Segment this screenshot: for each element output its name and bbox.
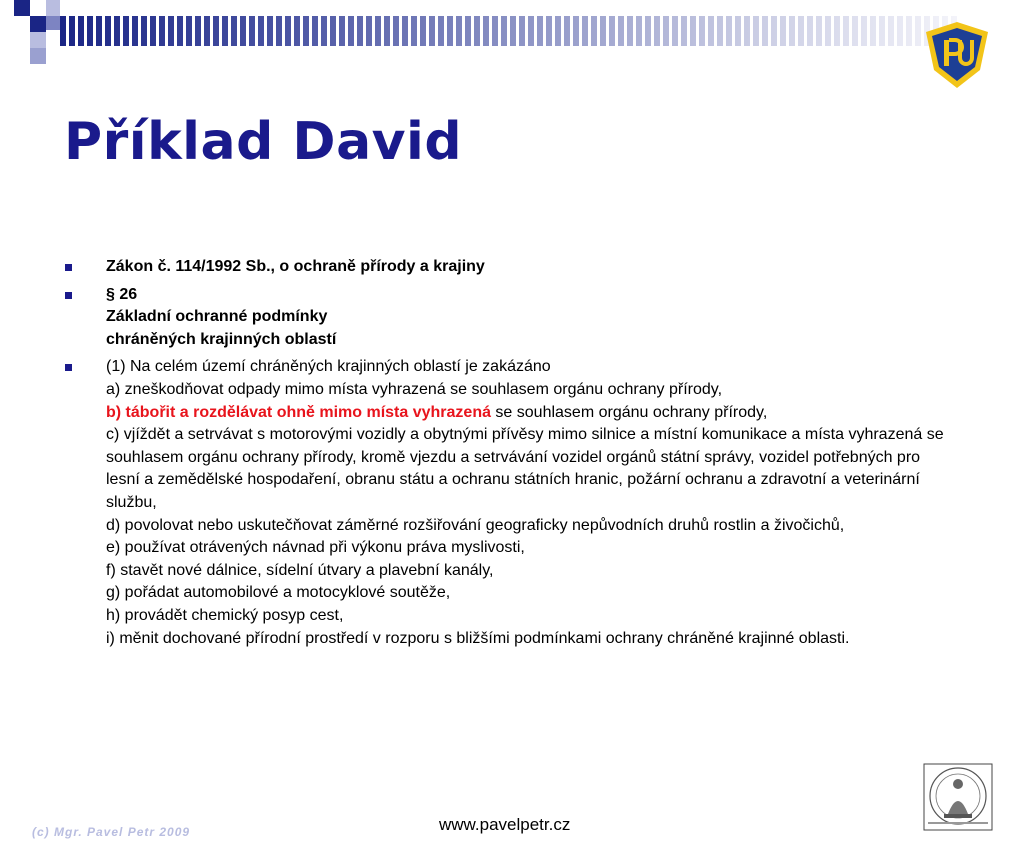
clause-b-highlight: b) tábořit a rozdělávat ohně mimo místa vyhrazená	[106, 403, 491, 421]
clause-b	[106, 402, 952, 425]
list-item	[62, 256, 952, 279]
corner-square-3	[46, 0, 60, 16]
corner-square-1	[14, 0, 30, 16]
clause-f: f) stavět nové dálnice, sídelní útvary a plavební kanály,	[106, 561, 494, 579]
clause-c: c) vjíždět a setrvávat s motorovými vozidly a obytnými přívěsy mimo silnice a místní komunikace a místa vyhrazená se souhlasem orgánu ochrany přírody, kromě vjezdu a setrvávání vozidel orgánů státní správy, vozidel potřebných pro lesní a zemědělské hospodaření, obranu státu a ochranu státních hranic, požární ochranu a zdravotní a veterinární službu,	[106, 426, 944, 511]
corner-square-4	[30, 32, 46, 48]
section-number: § 26	[106, 285, 138, 303]
clause-intro: (1) Na celém území chráněných krajinných oblastí je zakázáno	[106, 358, 551, 376]
university-seal-icon	[920, 760, 996, 834]
clause-a: a) zneškodňovat odpady mimo místa vyhrazená se souhlasem orgánu ochrany přírody,	[106, 380, 723, 398]
content-list	[62, 256, 952, 655]
list-item	[62, 356, 952, 650]
clause-h: h) provádět chemický posyp cest,	[106, 606, 344, 624]
clause-e: e) používat otrávených návnad při výkonu práva myslivosti,	[106, 539, 525, 557]
university-shield-icon	[924, 20, 990, 90]
header-gradient-bar	[60, 16, 960, 46]
website-link[interactable]: www.pavelpetr.cz	[439, 815, 571, 834]
clause-i: i) měnit dochované přírodní prostředí v rozporu s bližšími podmínkami ochrany chráněné krajinné oblasti.	[106, 629, 850, 647]
corner-square-6	[30, 48, 46, 64]
law-reference: Zákon č. 114/1992 Sb., o ochraně přírody a krajiny	[106, 258, 485, 275]
corner-square-2	[30, 16, 46, 32]
page-title: Příklad David	[64, 112, 463, 172]
square-bullet-icon	[65, 292, 72, 299]
square-bullet-icon	[65, 364, 72, 371]
clause-b-rest: se souhlasem orgánu ochrany přírody,	[490, 403, 768, 421]
corner-square-5	[46, 16, 60, 30]
section-heading-line-2: chráněných krajinných oblastí	[106, 330, 337, 348]
clause-d: d) povolovat nebo uskutečňovat záměrné rozšiřování geograficky nepůvodních druhů rostlin a živočichů,	[106, 516, 845, 534]
list-item	[62, 284, 952, 352]
section-heading-line-1: Základní ochranné podmínky	[106, 308, 328, 326]
clause-g: g) pořádat automobilové a motocyklové soutěže,	[106, 584, 451, 602]
copyright-text: (c) Mgr. Pavel Petr 2009	[32, 825, 191, 839]
square-bullet-icon	[65, 264, 72, 271]
